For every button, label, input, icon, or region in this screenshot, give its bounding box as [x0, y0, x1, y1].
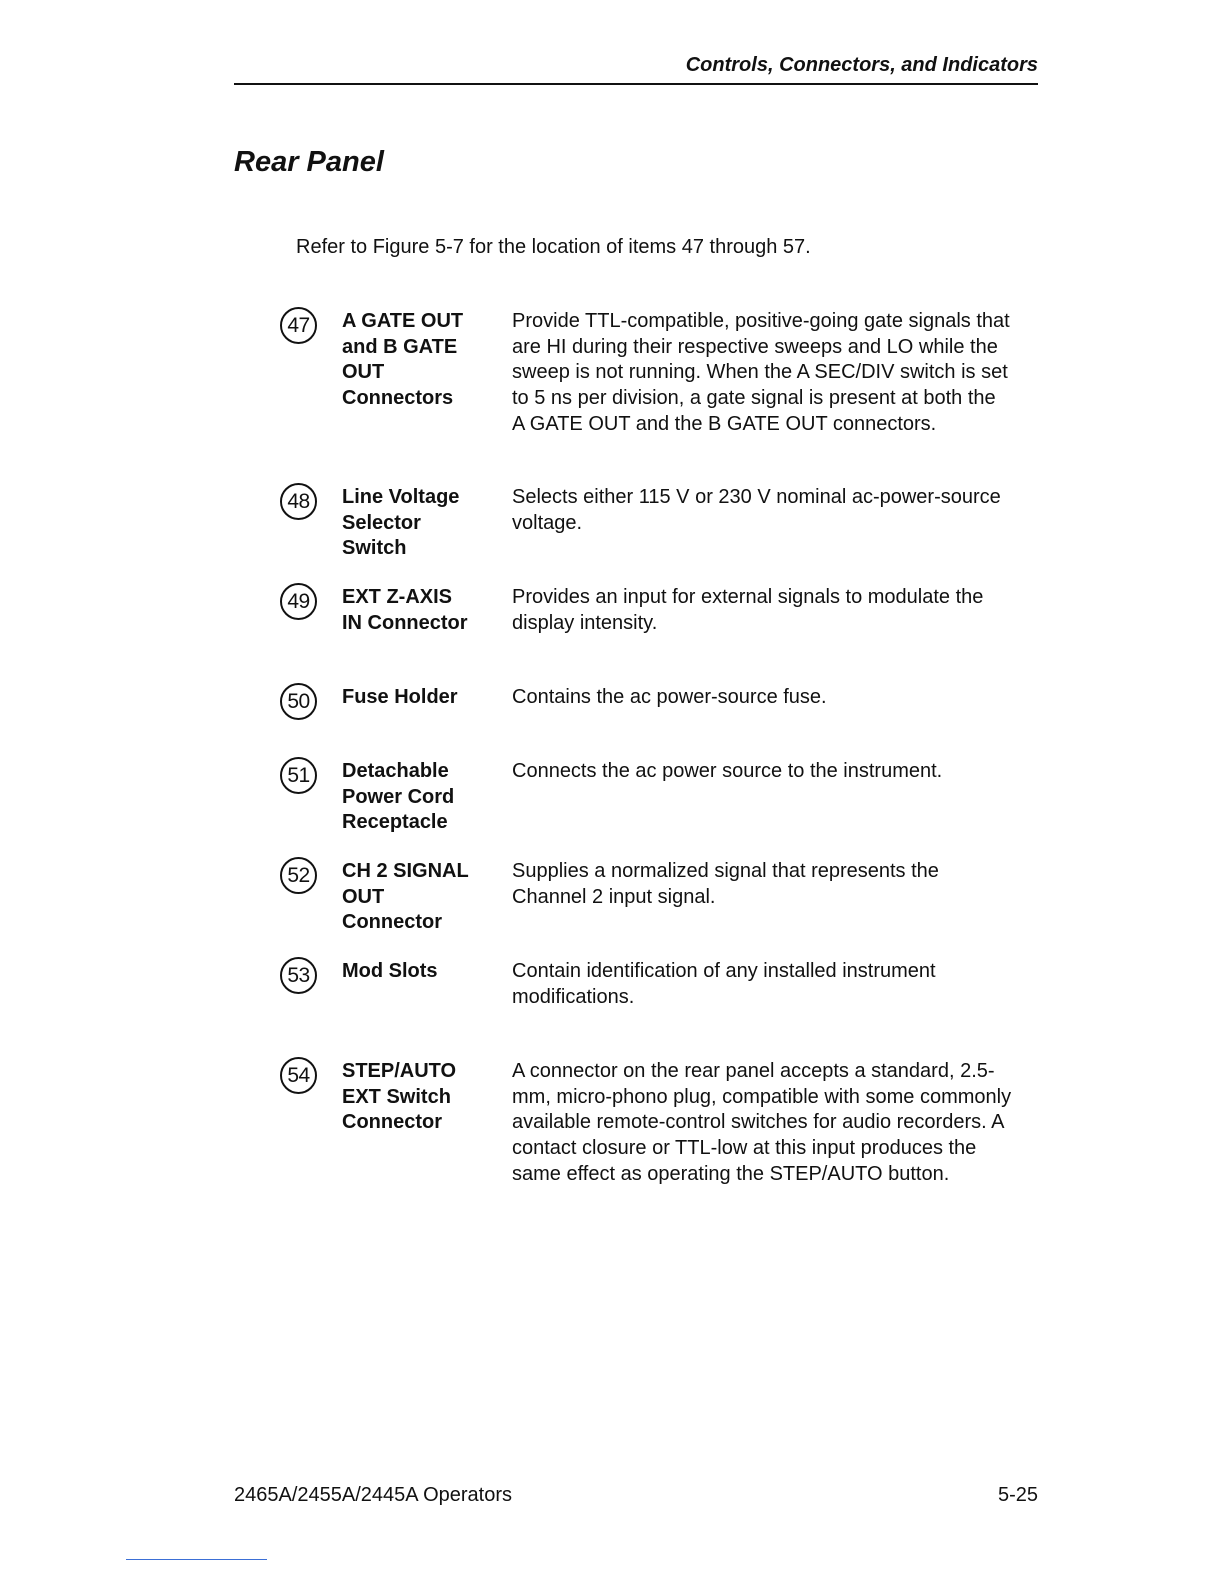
- desc-line: Supplies a normalized signal that represents the: [512, 860, 939, 882]
- item-number-badge: 50: [280, 683, 317, 720]
- item-number-badge: 51: [280, 757, 317, 794]
- term-line: Detachable: [342, 760, 449, 782]
- term-line: Receptacle: [342, 811, 448, 834]
- desc-line: sweep is not running. When the A SEC/DIV switch is set: [512, 361, 1008, 384]
- item-term: [342, 309, 492, 412]
- item-number-badge: 48: [280, 483, 317, 520]
- desc-line: are HI during their respective sweeps and LO while the: [512, 335, 998, 358]
- desc-line: Provides an input for external signals to modulate the: [512, 586, 984, 608]
- desc-line: Contains the ac power-source fuse.: [512, 686, 827, 708]
- desc-line: A connector on the rear panel accepts a standard, 2.5-: [512, 1060, 995, 1082]
- desc-line: Contain identification of any installed instrument: [512, 960, 936, 982]
- item-description: [512, 859, 1042, 910]
- desc-line: contact closure or TTL-low at this input produces the: [512, 1137, 977, 1160]
- desc-line: mm, micro-phono plug, compatible with some commonly: [512, 1085, 1012, 1108]
- term-line: Connector: [342, 1111, 442, 1134]
- desc-line: available remote-control switches for audio recorders. A: [512, 1111, 1005, 1134]
- item-term: [342, 1059, 492, 1136]
- term-line: Switch: [342, 537, 407, 560]
- footer-page-number: 5-25: [997, 1484, 1038, 1506]
- desc-line: voltage.: [512, 511, 583, 534]
- item-description: [512, 485, 1042, 536]
- item-number-badge: 49: [280, 583, 317, 620]
- item-number-badge: 47: [280, 307, 317, 344]
- item-term: [342, 959, 492, 985]
- item-number-badge: 52: [280, 857, 317, 894]
- item-description: [512, 685, 1042, 711]
- term-line: OUT: [342, 361, 385, 384]
- term-line: Selector: [342, 511, 421, 534]
- desc-line: Connects the ac power source to the instrument.: [512, 760, 943, 782]
- item-term: [342, 485, 492, 562]
- term-line: EXT Switch: [342, 1085, 451, 1108]
- desc-line: Selects either 115 V or 230 V nominal ac-power-source: [512, 486, 1001, 508]
- desc-line: modifications.: [512, 985, 635, 1008]
- term-line: EXT Z-AXIS: [342, 586, 453, 608]
- item-description: [512, 309, 1042, 438]
- item-description: [512, 759, 1042, 785]
- scan-artifact-line: [126, 1559, 267, 1560]
- item-number-badge: 54: [280, 1057, 317, 1094]
- term-line: OUT: [342, 885, 385, 908]
- item-number-badge: 53: [280, 957, 317, 994]
- section-title: Rear Panel: [234, 146, 384, 178]
- desc-line: display intensity.: [512, 611, 658, 634]
- desc-line: to 5 ns per division, a gate signal is present at both the: [512, 387, 996, 410]
- item-description: [512, 959, 1042, 1010]
- desc-line: Provide TTL-compatible, positive-going gate signals that: [512, 310, 1010, 332]
- term-line: Mod Slots: [342, 960, 438, 982]
- term-line: IN Connector: [342, 611, 468, 634]
- desc-line: A GATE OUT and the B GATE OUT connectors.: [512, 412, 937, 435]
- item-term: [342, 759, 492, 836]
- term-line: Fuse Holder: [342, 686, 458, 708]
- desc-line: Channel 2 input signal.: [512, 885, 716, 908]
- item-description: [512, 1059, 1042, 1188]
- footer-manual-title: 2465A/2455A/2445A Operators: [234, 1484, 512, 1506]
- intro-paragraph: Refer to Figure 5-7 for the location of items 47 through 57.: [296, 236, 811, 258]
- item-term: [342, 685, 492, 711]
- header-rule: [234, 83, 1038, 85]
- term-line: and B GATE: [342, 335, 458, 358]
- term-line: A GATE OUT: [342, 310, 464, 332]
- term-line: Power Cord: [342, 785, 455, 808]
- desc-line: same effect as operating the STEP/AUTO button.: [512, 1162, 950, 1185]
- term-line: Line Voltage: [342, 486, 460, 508]
- item-description: [512, 585, 1042, 636]
- item-term: [342, 859, 492, 936]
- term-line: Connector: [342, 911, 442, 934]
- running-head: Controls, Connectors, and Indicators: [685, 54, 1038, 76]
- term-line: Connectors: [342, 387, 454, 410]
- item-term: [342, 585, 492, 636]
- term-line: STEP/AUTO: [342, 1060, 457, 1082]
- term-line: CH 2 SIGNAL: [342, 860, 469, 882]
